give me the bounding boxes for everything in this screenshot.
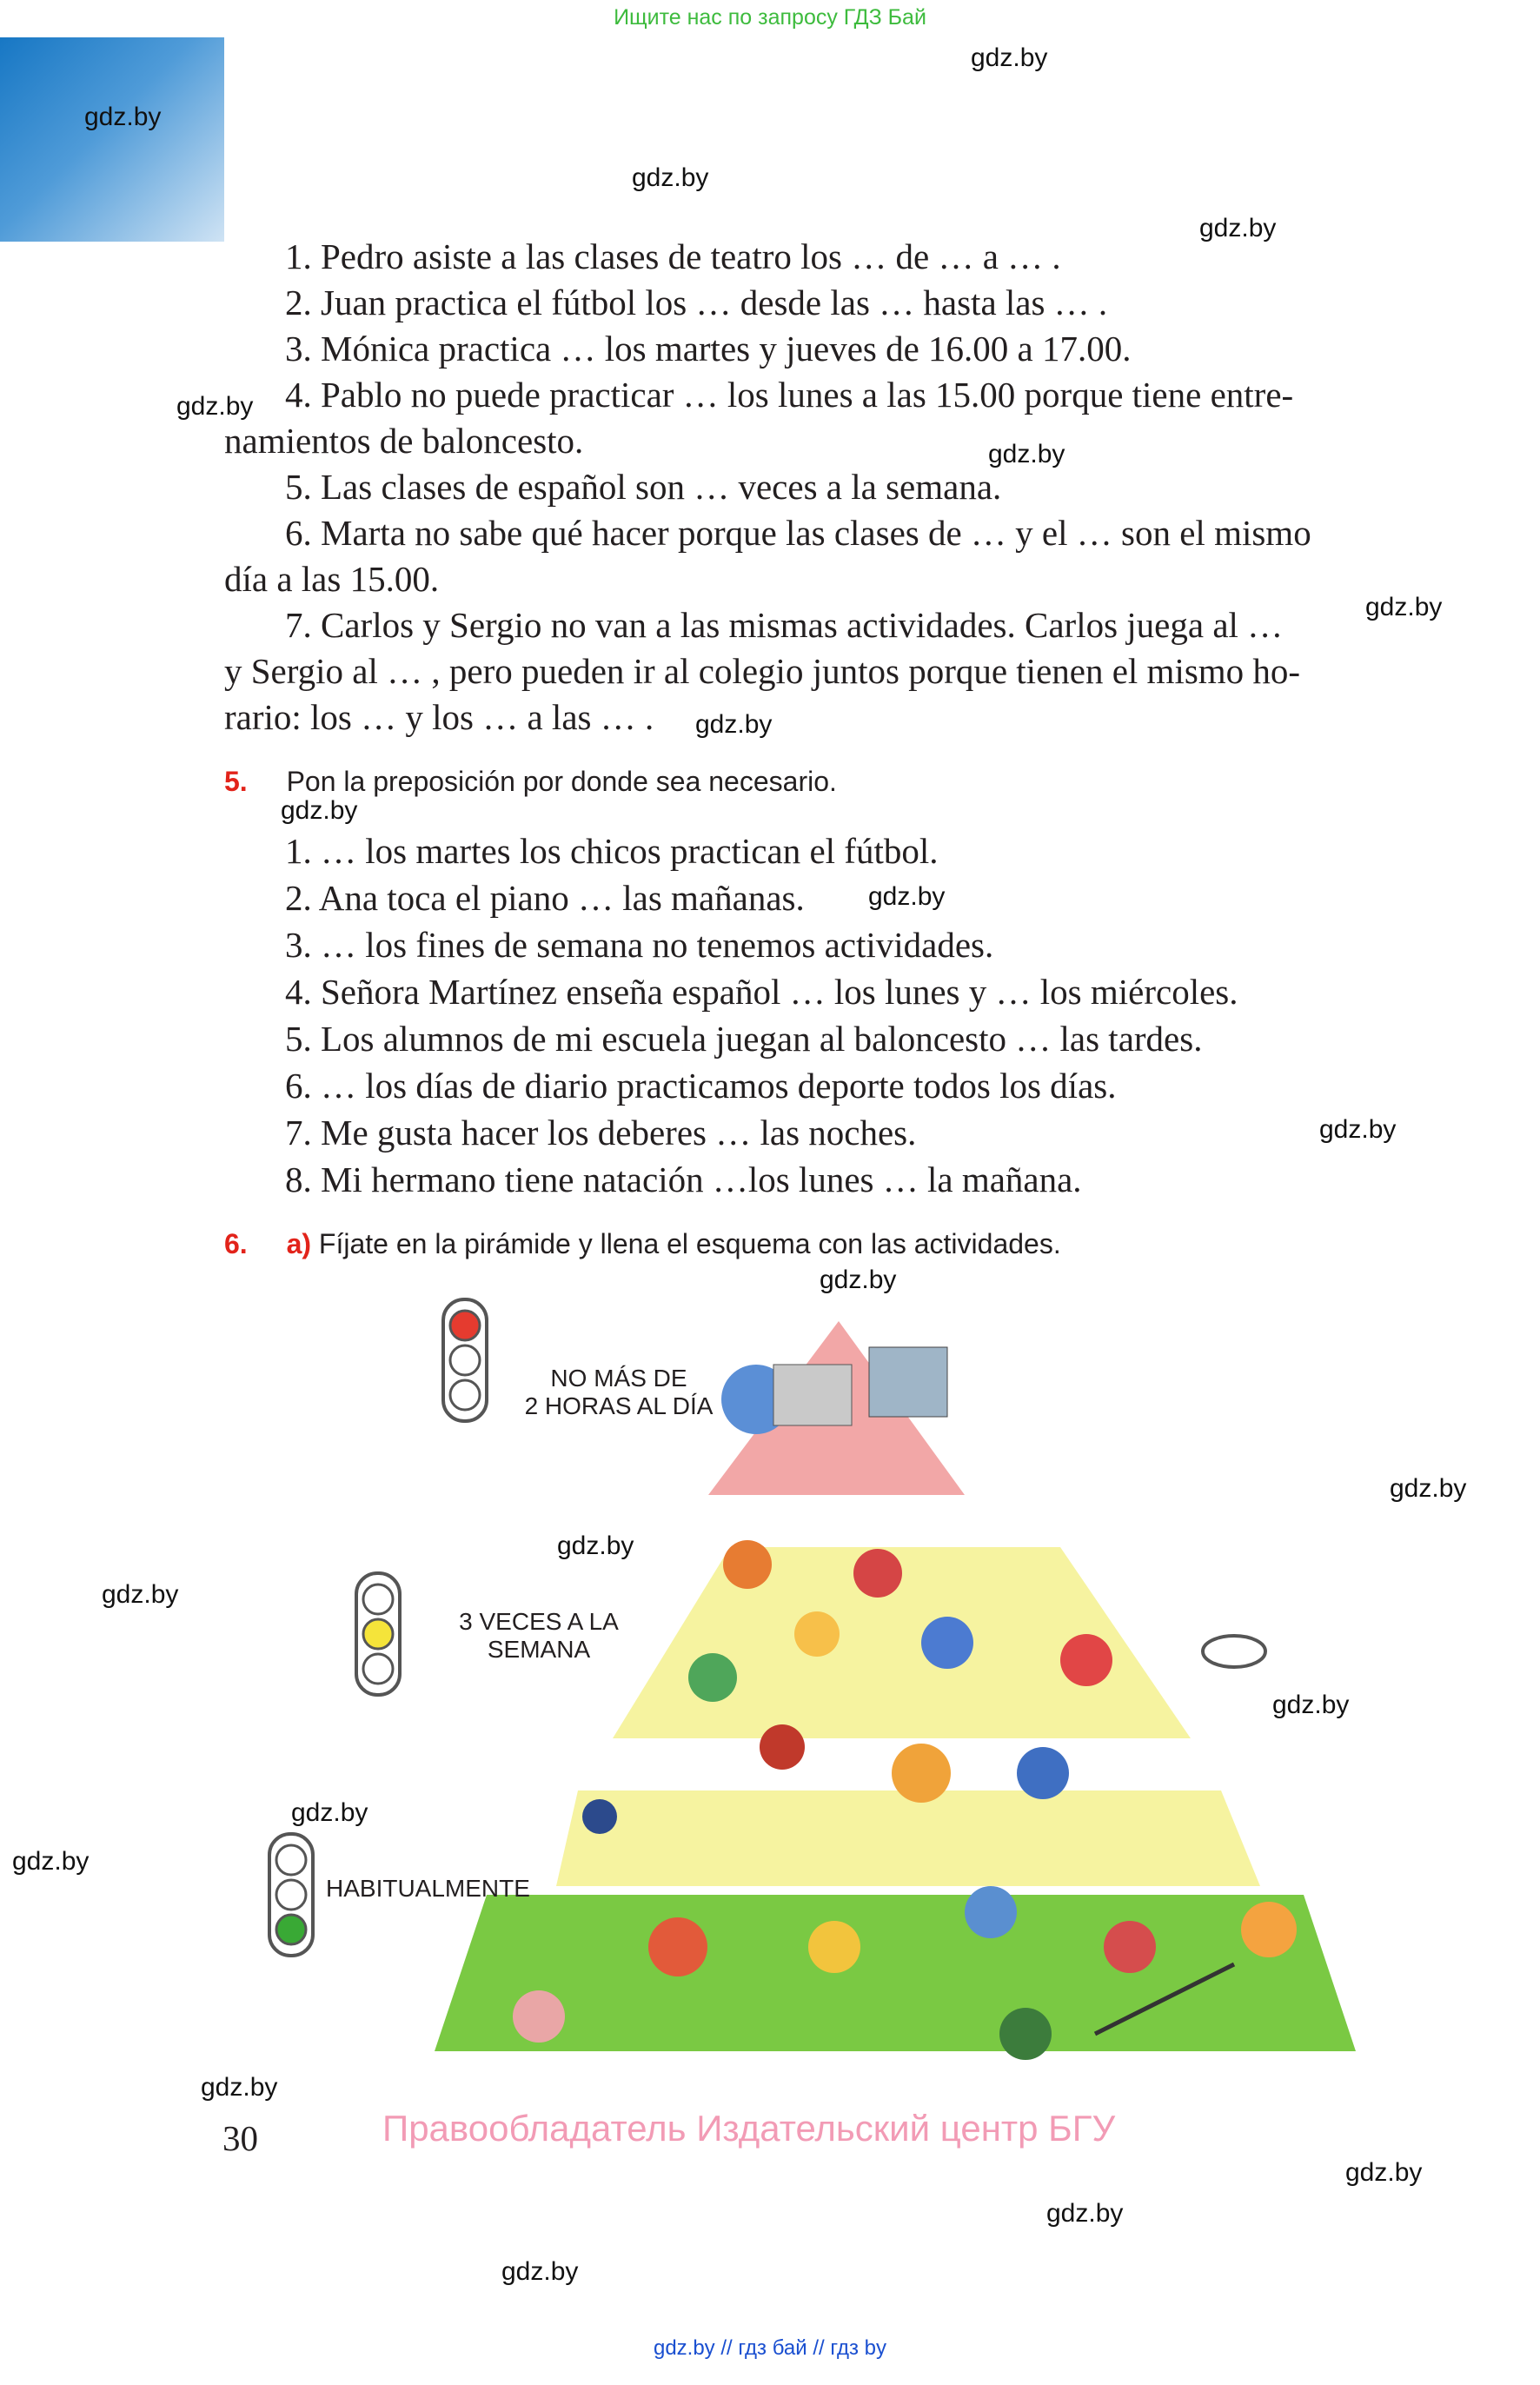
watermark: gdz.by (557, 1531, 634, 1560)
ex5-instruction: Pon la preposición por donde sea necesario. (286, 766, 837, 797)
ex4-line-2: 2. Juan practica el fútbol los … desde las … hasta las … . (285, 282, 1108, 322)
footer-links[interactable]: gdz.by // гдз бай // гдз by (653, 2336, 887, 2360)
ex5-line-2: 2. Ana toca el piano … las mañanas. (285, 878, 805, 918)
traffic-light-yellow (356, 1573, 400, 1695)
watermark: gdz.by (291, 1798, 368, 1827)
ex4-line-6-cont: día a las 15.00. (224, 559, 440, 599)
watermark: gdz.by (868, 882, 946, 911)
traffic-light-red (443, 1299, 487, 1421)
ex5-line-4: 4. Señora Martínez enseña español … los lunes y … los miércoles. (285, 972, 1238, 1012)
label-top-tier (514, 1365, 723, 1420)
ex6-heading (224, 1228, 1061, 1260)
label-top-line-2: 2 HORAS AL DÍA (524, 1392, 714, 1419)
watermark: gdz.by (102, 1580, 179, 1609)
ex4-line-7: 7. Carlos y Sergio no van a las mismas actividades. Carlos juega al … (285, 605, 1284, 645)
ex5-line-1: 1. … los martes los chicos practican el fútbol. (285, 831, 939, 871)
label-middle-tier (435, 1608, 643, 1664)
label-top-line-1: NO MÁS DE (550, 1365, 687, 1392)
watermark: gdz.by (201, 2073, 278, 2102)
corner-gradient-block (0, 37, 224, 242)
watermark: gdz.by (820, 1266, 897, 1294)
label-bottom-tier: HABITUALMENTE (326, 1875, 530, 1902)
watermark: gdz.by (632, 163, 709, 192)
page-number: 30 (222, 2118, 258, 2158)
ex4-line-7-cont: y Sergio al … , pero pueden ir al colegio juntos porque tienen el mismo ho- (224, 651, 1301, 691)
watermark: gdz.by (12, 1847, 90, 1876)
watermark: gdz.by (988, 440, 1065, 468)
traffic-light-green (269, 1834, 313, 1956)
watermark: gdz.by (1272, 1691, 1350, 1719)
watermark: gdz.by (176, 392, 254, 421)
ex5-number: 5. (224, 766, 248, 797)
top-banner[interactable]: Ищите нас по запросу ГДЗ Бай (614, 5, 926, 30)
watermark: gdz.by (501, 2257, 579, 2286)
ex6-part: a) (286, 1228, 312, 1259)
watermark: gdz.by (281, 796, 358, 825)
ex4-line-5: 5. Las clases de español son … veces a la semana. (285, 467, 1002, 507)
watermark: gdz.by (1319, 1115, 1397, 1144)
ex4-line-6: 6. Marta no sabe qué hacer porque las clases de … y el … son el mismo (285, 513, 1311, 553)
watermark: gdz.by (1046, 2199, 1124, 2228)
ex6-number: 6. (224, 1228, 248, 1259)
label-middle-line-1: 3 VECES A LA (459, 1608, 619, 1635)
rights-holder: Правообладатель Издательский центр БГУ (382, 2108, 1116, 2149)
ex5-line-6: 6. … los días de diario practicamos deporte todos los días. (285, 1066, 1117, 1106)
pyramid-middle-tier-lower (556, 1790, 1260, 1886)
label-middle-line-2: SEMANA (487, 1636, 591, 1663)
ex5-line-5: 5. Los alumnos de mi escuela juegan al baloncesto … las tardes. (285, 1019, 1203, 1059)
watermark: gdz.by (84, 103, 162, 131)
ex6-instruction: Fíjate en la pirámide y llena el esquema con las actividades. (318, 1228, 1061, 1259)
watermark: gdz.by (1365, 593, 1443, 621)
ex5-line-3: 3. … los fines de semana no tenemos actividades. (285, 925, 994, 965)
ex4-line-4: 4. Pablo no puede practicar … los lunes a las 15.00 porque tiene entre- (285, 375, 1294, 415)
watermark: gdz.by (695, 710, 773, 739)
ex4-line-3: 3. Mónica practica … los martes y jueves de 16.00 a 17.00. (285, 329, 1132, 369)
watermark: gdz.by (1199, 214, 1277, 242)
ex4-line-1: 1. Pedro asiste a las clases de teatro los … de … a … . (285, 236, 1061, 276)
pyramid-shapes (435, 1321, 1356, 2051)
ex5-line-8: 8. Mi hermano tiene natación …los lunes … la mañana. (285, 1159, 1082, 1199)
watermark: gdz.by (1345, 2158, 1423, 2187)
ex5-line-7: 7. Me gusta hacer los deberes … las noches. (285, 1113, 917, 1153)
activity-pyramid (226, 1286, 1408, 2103)
ex5-heading (224, 766, 837, 798)
watermark: gdz.by (971, 43, 1048, 72)
watermark: gdz.by (1390, 1474, 1467, 1503)
ex4-line-7-cont2: rario: los … y los … a las … . (224, 697, 654, 737)
ex4-line-4-cont: namientos de baloncesto. (224, 421, 584, 461)
